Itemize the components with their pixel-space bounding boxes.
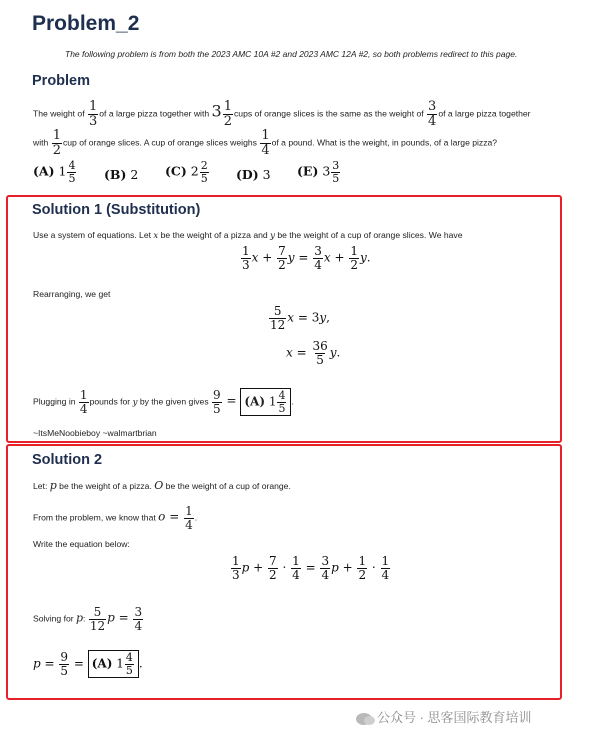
solution2-write: Write the equation below: bbox=[33, 539, 130, 549]
solution2-from: From the problem, we know that o = $\frac{1}{4}$ . bbox=[33, 504, 198, 532]
solution1-heading: Solution 1 (Substitution) bbox=[32, 202, 201, 218]
wechat-icon bbox=[356, 713, 372, 725]
choice-c: (C) 2 $\frac{2}{5}$ bbox=[165, 159, 208, 185]
equation-5: p = $\frac{9}{5}$ = (A) 1 $\frac{4}{5}$ . bbox=[33, 649, 143, 678]
watermark: 公众号 · 思客国际教育培训 bbox=[356, 707, 532, 726]
fraction: $\frac{1}{4}$ bbox=[261, 128, 270, 158]
page-title: Problem_2 bbox=[32, 12, 140, 35]
equation-3: x = $\frac{36}{5}$ y. bbox=[286, 339, 341, 367]
answer-box-2: (A) 1 $\frac{4}{5}$ bbox=[88, 650, 139, 678]
credits: ~ItsMeNoobieboy ~walmartbrian bbox=[33, 428, 157, 438]
choice-d: (D) 3 bbox=[236, 167, 271, 182]
rearranging-text: Rearranging, we get bbox=[33, 289, 111, 299]
problem-heading: Problem bbox=[32, 73, 91, 89]
plugging-text: Plugging in $\frac{1}{4}$ pounds for y by the given gives $\frac{9}{5}$ = (A) 1 $\frac{4}{5}$ . bbox=[33, 387, 294, 416]
solution2-solving: Solving for p: $\frac{5}{12}$ p = $\frac{3}{4}$ bbox=[33, 605, 143, 633]
solution1-intro: Use a system of equations. Let x be the weight of a pizza and y be the weight of a cup of orange slices. We have bbox=[33, 230, 463, 241]
fraction: $\frac{3}{4}$ bbox=[428, 99, 437, 129]
choice-e: (E) 3 $\frac{3}{5}$ bbox=[297, 159, 340, 185]
fraction: $\frac{1}{2}$ bbox=[223, 99, 232, 129]
equation-4: $\frac{1}{3}$ p + $\frac{7}{2}$ · $\frac{1}{4}$ = $\frac{3}{4}$ p + $\frac{1}{2}$ · $\frac{1}{4}$ bbox=[232, 554, 390, 582]
solution2-let: Let: p be the weight of a pizza. O be the weight of a cup of orange. bbox=[33, 479, 291, 492]
solution2-heading: Solution 2 bbox=[32, 452, 103, 468]
choice-b: (B) 2 bbox=[104, 167, 139, 182]
problem-line-1: The weight of $\frac{1}{3}$ of a large pizza together with 3 $\frac{1}{2}$ cups of orange slices is the same as the weight of $\frac{3}{4}$ of a large pizza together bbox=[33, 99, 531, 129]
problem-line-2: with $\frac{1}{2}$ cup of orange slices. A cup of orange slices weighs $\frac{1}{4}$ of a pound. What is the weight, in pounds, of a large pizza? bbox=[33, 128, 498, 158]
equation-2: $\frac{5}{12}$ x = 3y, bbox=[270, 304, 330, 332]
equation-1: $\frac{1}{3}$ x + $\frac{7}{2}$ y = $\frac{3}{4}$ x + $\frac{1}{2}$ y. bbox=[242, 244, 371, 272]
choice-a: (A) 1 $\frac{4}{5}$ bbox=[33, 159, 76, 185]
fraction: $\frac{1}{3}$ bbox=[88, 99, 98, 129]
fraction: $\frac{1}{2}$ bbox=[52, 128, 61, 158]
redirect-note: The following problem is from both the 2023 AMC 10A #2 and 2023 AMC 12A #2, so both problems redirect to this page. bbox=[65, 49, 518, 59]
answer-box-1: (A) 1 $\frac{4}{5}$ bbox=[240, 388, 291, 416]
